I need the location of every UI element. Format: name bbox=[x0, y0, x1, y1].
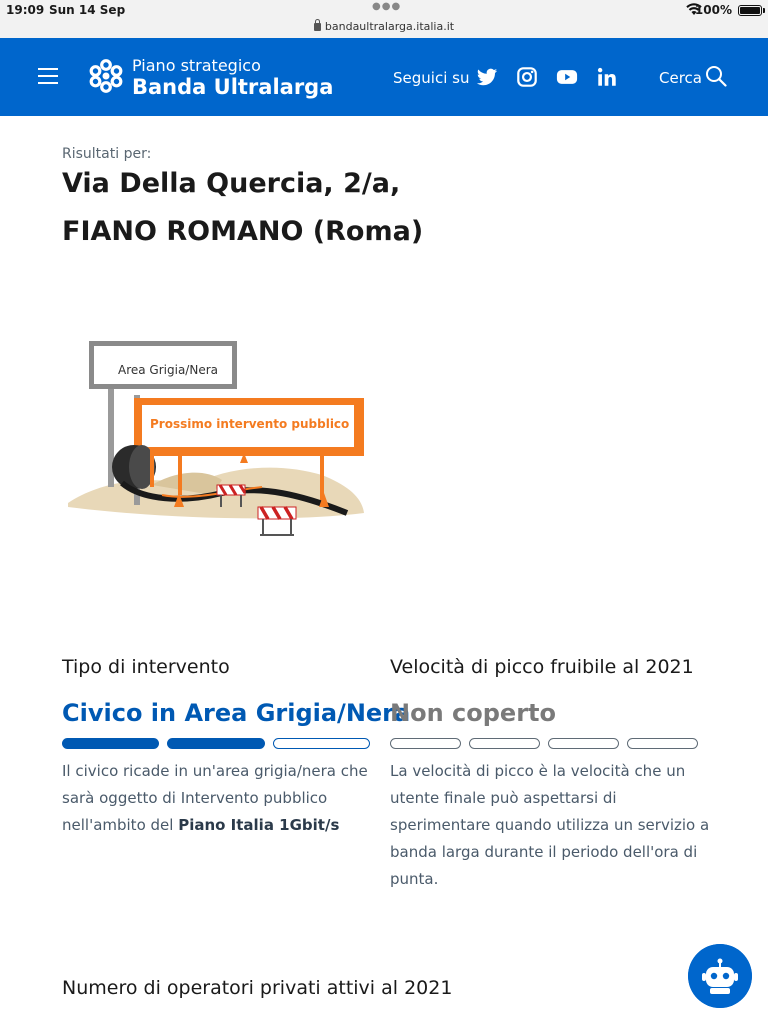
linkedin-icon[interactable] bbox=[596, 66, 618, 88]
follow-label: Seguici su bbox=[393, 69, 470, 87]
lock-icon bbox=[314, 23, 321, 31]
intervention-type-title: Tipo di intervento bbox=[62, 656, 230, 678]
brand-subtitle[interactable]: Piano strategico bbox=[132, 56, 261, 75]
youtube-icon[interactable] bbox=[556, 66, 578, 88]
battery-tip bbox=[763, 8, 765, 13]
status-time: 19:09 bbox=[6, 3, 45, 17]
peak-speed-title: Velocità di picco fruibile al 2021 bbox=[390, 656, 694, 678]
roadwork-illustration bbox=[62, 335, 372, 545]
peak-speed-level-segment bbox=[390, 738, 461, 749]
status-bar bbox=[0, 0, 768, 20]
plan-name[interactable]: Piano Italia 1Gbit/s bbox=[178, 816, 340, 834]
illustration-sign-top: Area Grigia/Nera bbox=[118, 363, 218, 377]
instagram-icon[interactable] bbox=[516, 66, 538, 88]
illustration-sign-bottom: Prossimo intervento pubblico bbox=[150, 417, 350, 431]
brand-title[interactable]: Banda Ultralarga bbox=[132, 75, 334, 99]
address-bar[interactable] bbox=[0, 20, 768, 38]
peak-speed-description: La velocità di picco è la velocità che un utente finale può aspettarsi di sperimentare quando utilizza un servizio a banda larga durante il periodo dell'ora di punta. bbox=[390, 762, 710, 888]
operators-section-title: Numero di operatori privati attivi al 2021 bbox=[62, 977, 453, 999]
twitter-icon[interactable] bbox=[476, 66, 498, 88]
peak-speed-level-segment bbox=[548, 738, 619, 749]
multitask-dots-icon[interactable]: ●●● bbox=[372, 1, 402, 12]
search-icon[interactable] bbox=[705, 65, 727, 87]
logo-icon[interactable] bbox=[88, 58, 124, 94]
intervention-level-segment bbox=[167, 738, 264, 749]
intervention-type-value: Civico in Area Grigia/Nera bbox=[62, 699, 411, 727]
menu-icon[interactable] bbox=[38, 68, 58, 84]
battery-percent: 100% bbox=[694, 3, 732, 17]
page-title-city: FIANO ROMANO (Roma) bbox=[62, 216, 424, 247]
status-date: Sun 14 Sep bbox=[49, 3, 126, 17]
site-header bbox=[0, 38, 768, 116]
peak-speed-level-segment bbox=[469, 738, 540, 749]
intervention-description-text: Il civico ricade in un'area grigia/nera che sarà oggetto di Intervento pubblico nell'ambito del bbox=[62, 762, 368, 834]
url-text: bandaultralarga.italia.it bbox=[324, 20, 455, 33]
page-title-address: Via Della Quercia, 2/a, bbox=[62, 168, 401, 199]
search-label[interactable]: Cerca bbox=[659, 69, 702, 87]
intervention-level-segment bbox=[273, 738, 370, 749]
intervention-description bbox=[62, 758, 372, 839]
chatbot-robot-icon[interactable] bbox=[688, 944, 752, 1008]
peak-speed-value: Non coperto bbox=[390, 699, 556, 727]
intervention-level-segment bbox=[62, 738, 159, 749]
battery-icon bbox=[738, 5, 762, 16]
results-label: Risultati per: bbox=[62, 146, 152, 162]
peak-speed-level-segment bbox=[627, 738, 698, 749]
